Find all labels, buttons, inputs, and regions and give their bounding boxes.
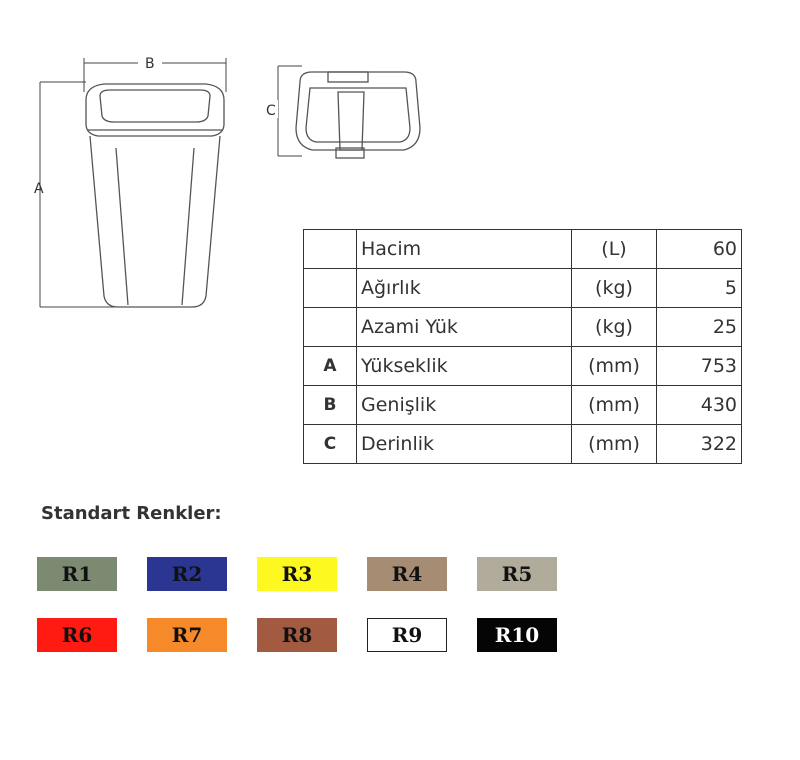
spec-name: Azami Yük [357,308,572,347]
color-swatch-r9: R9 [367,618,447,652]
color-swatch-r6: R6 [37,618,117,652]
dimension-a-label: A [34,181,44,197]
color-swatch-r5: R5 [477,557,557,591]
color-swatch-r4: R4 [367,557,447,591]
spec-key: B [304,386,357,425]
standard-colors-title: Standart Renkler: [41,503,222,524]
spec-key: C [304,425,357,464]
spec-name: Genişlik [357,386,572,425]
spec-value: 25 [657,308,742,347]
spec-key [304,308,357,347]
spec-name: Ağırlık [357,269,572,308]
spec-row [304,269,742,308]
spec-key [304,269,357,308]
spec-value: 5 [657,269,742,308]
spec-row [304,425,742,464]
color-swatch-r3: R3 [257,557,337,591]
spec-value: 753 [657,347,742,386]
spec-name: Yükseklik [357,347,572,386]
spec-unit: (mm) [572,425,657,464]
spec-table [303,229,742,464]
spec-unit: (kg) [572,308,657,347]
spec-name: Derinlik [357,425,572,464]
spec-row [304,386,742,425]
bin-front-view [86,84,224,307]
spec-row [304,308,742,347]
color-swatch-r7: R7 [147,618,227,652]
dimension-c-label: C [266,103,276,119]
spec-row [304,230,742,269]
bin-side-view [296,72,420,158]
spec-unit: (kg) [572,269,657,308]
spec-value: 60 [657,230,742,269]
spec-key: A [304,347,357,386]
spec-unit: (L) [572,230,657,269]
spec-value: 430 [657,386,742,425]
spec-key [304,230,357,269]
spec-name: Hacim [357,230,572,269]
spec-row [304,347,742,386]
color-swatch-r10: R10 [477,618,557,652]
color-swatch-r8: R8 [257,618,337,652]
spec-unit: (mm) [572,386,657,425]
spec-value: 322 [657,425,742,464]
dimension-c [278,66,302,156]
color-swatch-r2: R2 [147,557,227,591]
spec-unit: (mm) [572,347,657,386]
dimension-b-label: B [145,56,155,72]
color-swatch-r1: R1 [37,557,117,591]
